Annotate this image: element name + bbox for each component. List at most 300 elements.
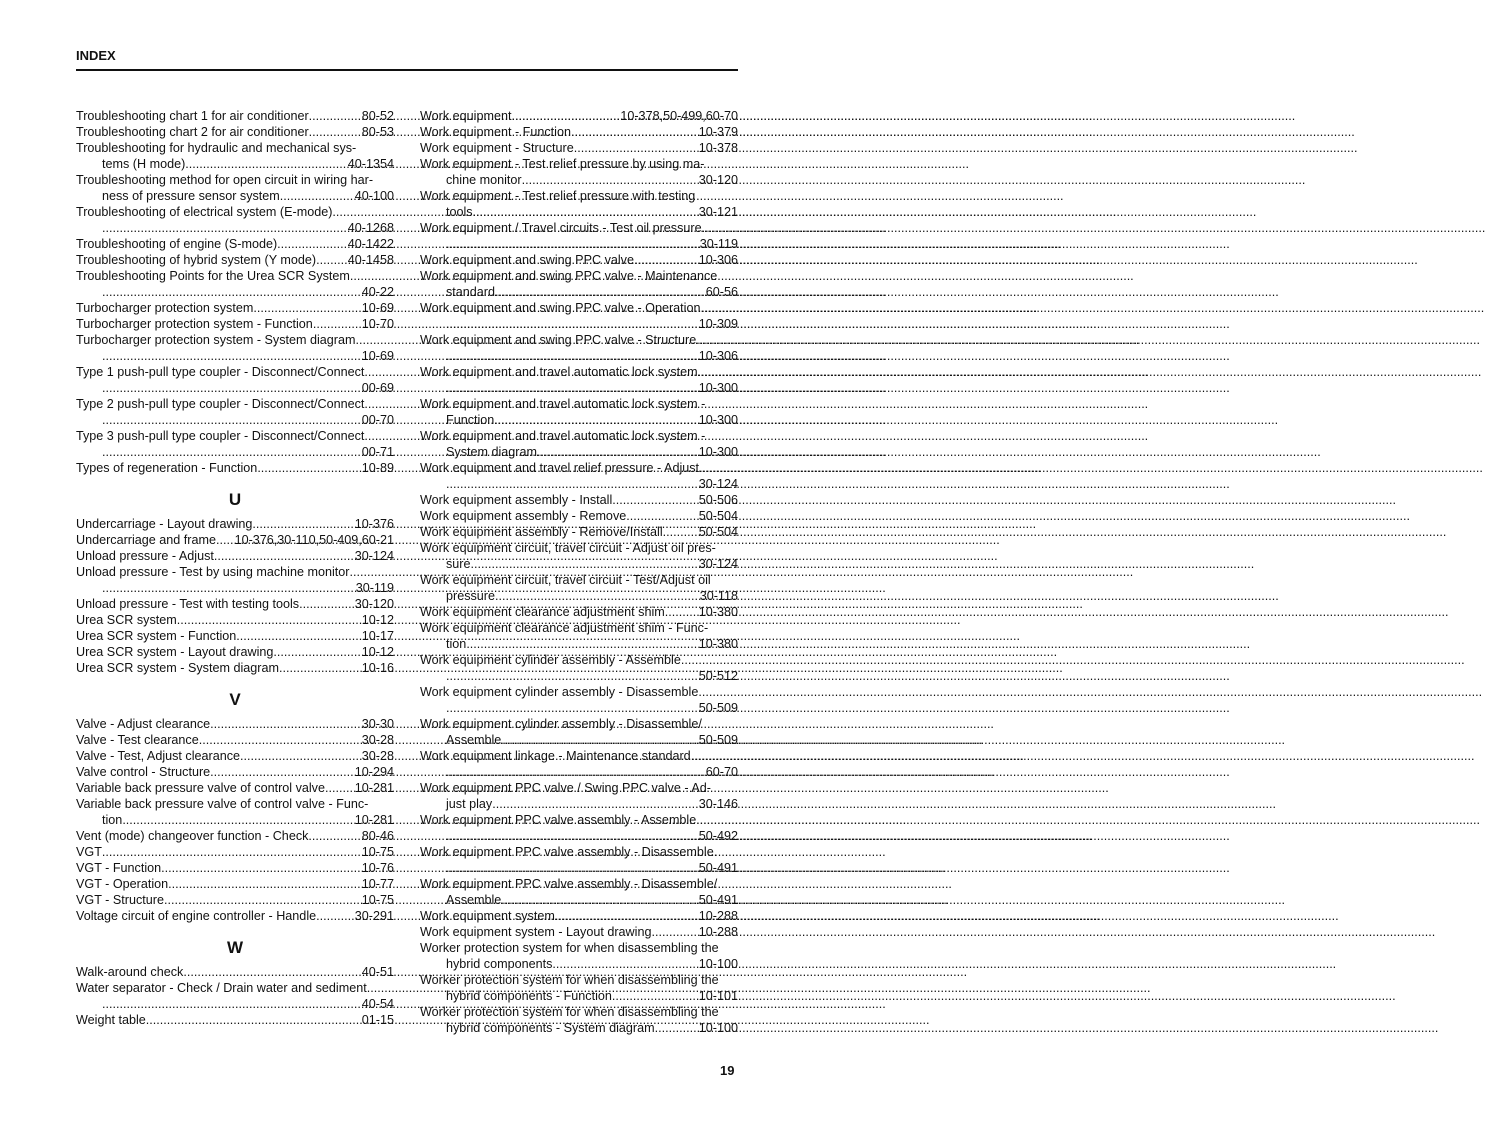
entry-line bbox=[420, 716, 738, 732]
entry-line-continued bbox=[420, 348, 738, 364]
page-ref: 40-1354 bbox=[347, 157, 394, 171]
entry-text: Work equipment and swing PPC valve - Maintenance bbox=[420, 269, 718, 283]
dot-leader bbox=[164, 892, 362, 908]
entry-line bbox=[76, 908, 394, 924]
dot-leader bbox=[308, 828, 361, 844]
entry-text: Troubleshooting Points for the Urea SCR System bbox=[76, 269, 350, 283]
entry-line-continued bbox=[420, 668, 738, 684]
dot-leader bbox=[146, 1012, 362, 1028]
entry-text-continued: Function bbox=[446, 413, 495, 427]
dot-leader bbox=[313, 316, 362, 332]
dot-leader bbox=[316, 908, 355, 924]
dot-leader bbox=[161, 860, 362, 876]
entry-line-continued bbox=[420, 828, 738, 844]
entry-line-continued bbox=[420, 284, 738, 300]
entry-text: Worker protection system for when disassembling the bbox=[420, 941, 719, 955]
index-entry bbox=[76, 716, 394, 732]
entry-line bbox=[420, 876, 738, 892]
page-ref: 10-69 bbox=[361, 301, 394, 315]
page-header-title: INDEX bbox=[76, 48, 116, 63]
page-ref: 01-15 bbox=[361, 1013, 394, 1027]
entry-text: Types of regeneration - Function bbox=[76, 461, 258, 475]
entry-line bbox=[420, 108, 738, 124]
page-ref: 10-309 bbox=[698, 317, 738, 331]
entry-text: Work equipment and swing PPC valve - Structure bbox=[420, 333, 697, 347]
entry-line bbox=[420, 300, 738, 316]
dot-leader bbox=[177, 612, 362, 628]
page-ref: 40-1268 bbox=[347, 221, 394, 235]
entry-line bbox=[76, 204, 394, 220]
entry-text: Work equipment cylinder assembly - Disassemble bbox=[420, 685, 699, 699]
index-entry bbox=[76, 908, 394, 924]
entry-line bbox=[76, 332, 394, 348]
dot-leader bbox=[446, 668, 699, 684]
entry-line bbox=[76, 628, 394, 644]
page-ref: 00-71 bbox=[361, 445, 394, 459]
entry-text-continued: System diagram bbox=[446, 445, 537, 459]
entry-text: Walk-around check bbox=[76, 965, 184, 979]
index-entry bbox=[76, 628, 394, 644]
entry-line-continued bbox=[420, 588, 738, 604]
entry-text: Work equipment clearance adjustment shim bbox=[420, 605, 665, 619]
page-ref: 10-378,50-499,60-70 bbox=[620, 109, 738, 123]
dot-leader bbox=[253, 300, 361, 316]
entry-line-continued bbox=[420, 1020, 738, 1036]
page-ref: 30-119 bbox=[355, 581, 394, 595]
index-entry bbox=[76, 1012, 394, 1028]
entry-line bbox=[76, 892, 394, 908]
dot-leader bbox=[299, 596, 355, 612]
entry-line-continued bbox=[76, 812, 394, 828]
entry-line bbox=[76, 780, 394, 796]
dot-leader bbox=[199, 732, 362, 748]
page-ref: 10-89 bbox=[361, 461, 394, 475]
index-entry bbox=[76, 796, 394, 828]
page-ref: 10-379 bbox=[698, 125, 738, 139]
index-entry bbox=[76, 364, 394, 396]
entry-line bbox=[76, 124, 394, 140]
page-ref: 10-75 bbox=[361, 893, 394, 907]
page-ref: 30-119 bbox=[699, 237, 738, 251]
entry-text-continued: tion bbox=[102, 813, 123, 827]
index-entry bbox=[420, 908, 738, 924]
entry-line bbox=[76, 964, 394, 980]
entry-text: Worker protection system for when disassembling the bbox=[420, 973, 719, 987]
index-entry bbox=[420, 684, 738, 716]
entry-line bbox=[420, 492, 738, 508]
entry-line bbox=[76, 548, 394, 564]
index-entry bbox=[76, 236, 394, 252]
page-ref: 10-12 bbox=[361, 645, 394, 659]
entry-text: Unload pressure - Test with testing tools bbox=[76, 597, 300, 611]
index-entry bbox=[76, 172, 394, 204]
entry-text: Work equipment PPC valve assembly - Disassemble/ bbox=[420, 877, 718, 891]
dot-leader bbox=[350, 268, 394, 284]
dot-leader bbox=[364, 396, 394, 412]
index-entry bbox=[420, 748, 738, 780]
dot-leader bbox=[466, 636, 698, 652]
index-entry bbox=[76, 532, 394, 548]
page-ref: 10-70 bbox=[361, 317, 394, 331]
entry-line bbox=[420, 252, 738, 268]
entry-text: Work equipment bbox=[420, 109, 512, 123]
index-entry bbox=[420, 300, 738, 332]
page-ref: 10-281 bbox=[354, 813, 394, 827]
page-ref: 40-1422 bbox=[347, 237, 394, 251]
entry-text: Work equipment clearance adjustment shim - Func- bbox=[420, 621, 709, 635]
entry-line bbox=[420, 844, 738, 860]
page-ref: 60-56 bbox=[705, 285, 738, 299]
entry-line-continued bbox=[76, 188, 394, 204]
entry-text: Work equipment and travel automatic lock system - bbox=[420, 429, 706, 443]
index-entry bbox=[76, 428, 394, 460]
entry-line bbox=[420, 524, 738, 540]
index-entry bbox=[76, 252, 394, 268]
entry-text: VGT bbox=[76, 845, 102, 859]
entry-text: Troubleshooting method for open circuit in wiring har- bbox=[76, 173, 374, 187]
entry-line-continued bbox=[420, 988, 738, 1004]
page-ref: 50-504 bbox=[698, 525, 738, 539]
entry-line bbox=[76, 716, 394, 732]
dot-leader bbox=[102, 844, 362, 860]
dot-leader bbox=[473, 204, 699, 220]
dot-leader bbox=[102, 580, 356, 596]
index-entry bbox=[420, 188, 738, 220]
entry-text: Troubleshooting of engine (S-mode) bbox=[76, 237, 278, 251]
entry-line-continued bbox=[76, 284, 394, 300]
entry-text: Work equipment assembly - Remove bbox=[420, 509, 627, 523]
dot-leader bbox=[446, 700, 699, 716]
index-entry bbox=[76, 300, 394, 316]
entry-text-continued: ness of pressure sensor system bbox=[102, 189, 280, 203]
page-ref: 10-300 bbox=[698, 413, 738, 427]
dot-leader bbox=[446, 476, 699, 492]
entry-line bbox=[76, 316, 394, 332]
page-ref: 10-306 bbox=[698, 253, 738, 267]
index-entry bbox=[420, 620, 738, 652]
index-entry bbox=[420, 572, 738, 604]
entry-line-continued bbox=[420, 636, 738, 652]
entry-line bbox=[420, 364, 738, 380]
dot-leader bbox=[309, 108, 362, 124]
entry-text: Work equipment assembly - Remove/Install bbox=[420, 525, 663, 539]
entry-line bbox=[420, 812, 738, 828]
dot-leader bbox=[325, 780, 355, 796]
entry-line-continued bbox=[76, 156, 394, 172]
page-ref: 50-506 bbox=[698, 493, 738, 507]
dot-leader bbox=[696, 812, 738, 828]
entry-text: Troubleshooting of hybrid system (Y mode) bbox=[76, 253, 317, 267]
entry-text: Work equipment PPC valve assembly - Assemble bbox=[420, 813, 697, 827]
dot-leader bbox=[332, 204, 394, 220]
page-ref: 30-120 bbox=[698, 173, 738, 187]
entry-line-continued bbox=[420, 796, 738, 812]
entry-line bbox=[76, 860, 394, 876]
entry-text: Work equipment and travel automatic lock system - bbox=[420, 397, 706, 411]
entry-text-continued: standard bbox=[446, 285, 496, 299]
index-entry bbox=[420, 332, 738, 364]
entry-line-continued bbox=[420, 764, 738, 780]
index-column-left bbox=[76, 108, 394, 1028]
dot-leader bbox=[537, 444, 699, 460]
index-entry bbox=[76, 612, 394, 628]
dot-leader bbox=[273, 644, 361, 660]
entry-line bbox=[420, 972, 738, 988]
dot-leader bbox=[446, 764, 706, 780]
entry-line bbox=[76, 532, 394, 548]
entry-line bbox=[420, 508, 738, 524]
index-entry bbox=[420, 124, 738, 140]
dot-leader bbox=[236, 628, 362, 644]
entry-text: Work equipment cylinder assembly - Disassemble/ bbox=[420, 717, 702, 731]
entry-line bbox=[76, 516, 394, 532]
dot-leader bbox=[665, 604, 699, 620]
page-ref: 80-53 bbox=[361, 125, 394, 139]
index-entry bbox=[76, 748, 394, 764]
page-ref: 10-76 bbox=[361, 861, 394, 875]
entry-text: Urea SCR system - System diagram bbox=[76, 661, 279, 675]
entry-text: Troubleshooting chart 2 for air conditioner bbox=[76, 125, 309, 139]
dot-leader bbox=[612, 492, 699, 508]
entry-line bbox=[76, 828, 394, 844]
entry-line bbox=[76, 596, 394, 612]
page-ref: 50-509 bbox=[698, 701, 738, 715]
index-entry bbox=[420, 924, 738, 940]
entry-line-continued bbox=[420, 732, 738, 748]
entry-line bbox=[420, 156, 738, 172]
dot-leader bbox=[446, 236, 700, 252]
entry-text-continued: tems (H mode) bbox=[102, 157, 186, 171]
dot-leader bbox=[364, 364, 394, 380]
entry-text: VGT - Operation bbox=[76, 877, 169, 891]
dot-leader bbox=[446, 828, 699, 844]
entry-text: Work equipment linkage - Maintenance standard bbox=[420, 749, 691, 763]
entry-line bbox=[420, 396, 738, 412]
dot-leader bbox=[634, 252, 699, 268]
index-entry bbox=[420, 364, 738, 396]
entry-line-continued bbox=[76, 996, 394, 1012]
dot-leader bbox=[492, 796, 699, 812]
entry-line bbox=[420, 908, 738, 924]
entry-line bbox=[76, 876, 394, 892]
entry-text: Turbocharger protection system - System diagram bbox=[76, 333, 356, 347]
entry-text-continued: Assemble bbox=[446, 733, 502, 747]
entry-text: Variable back pressure valve of control valve - Func- bbox=[76, 797, 369, 811]
entry-line bbox=[420, 620, 738, 636]
index-entry bbox=[76, 892, 394, 908]
dot-leader bbox=[446, 348, 699, 364]
entry-text: Urea SCR system bbox=[76, 613, 177, 627]
page-ref: 40-22 bbox=[361, 285, 394, 299]
entry-text-continued: chine monitor bbox=[446, 173, 522, 187]
index-entry bbox=[76, 204, 394, 236]
dot-leader bbox=[252, 516, 354, 532]
page-ref: 00-69 bbox=[361, 381, 394, 395]
page-ref: 40-51 bbox=[361, 965, 394, 979]
page-ref: 30-146 bbox=[698, 797, 738, 811]
entry-text: Urea SCR system - Layout drawing bbox=[76, 645, 274, 659]
entry-line bbox=[420, 748, 738, 764]
entry-line bbox=[420, 652, 738, 668]
entry-text-continued: sure bbox=[446, 557, 471, 571]
dot-leader bbox=[216, 532, 235, 548]
entry-line bbox=[76, 396, 394, 412]
page-ref: 30-124 bbox=[698, 477, 738, 491]
page-ref: 30-28 bbox=[361, 749, 394, 763]
entry-text: Turbocharger protection system bbox=[76, 301, 254, 315]
index-entry bbox=[420, 220, 738, 252]
entry-line bbox=[76, 1012, 394, 1028]
entry-text: Type 1 push-pull type coupler - Disconnect/Connect bbox=[76, 365, 365, 379]
entry-line bbox=[420, 220, 738, 236]
index-entry bbox=[420, 492, 738, 508]
page-number: 19 bbox=[720, 1063, 735, 1078]
index-column-right bbox=[420, 108, 738, 1036]
page-ref: 30-124 bbox=[698, 557, 738, 571]
page-ref: 50-512 bbox=[698, 669, 738, 683]
index-entry bbox=[76, 660, 394, 676]
entry-line bbox=[76, 140, 394, 156]
index-entry bbox=[76, 124, 394, 140]
entry-line bbox=[420, 604, 738, 620]
entry-line bbox=[76, 796, 394, 812]
index-entry bbox=[420, 156, 738, 188]
entry-text: Undercarriage - Layout drawing bbox=[76, 517, 253, 531]
entry-text-continued: tion bbox=[446, 637, 467, 651]
dot-leader bbox=[700, 300, 738, 316]
index-entry bbox=[420, 604, 738, 620]
dot-leader bbox=[702, 220, 738, 236]
dot-leader bbox=[309, 124, 362, 140]
entry-line-continued bbox=[420, 236, 738, 252]
dot-leader bbox=[214, 548, 355, 564]
entry-text: Work equipment PPC valve assembly - Disassemble. bbox=[420, 845, 718, 859]
entry-text: Troubleshooting chart 1 for air conditioner bbox=[76, 109, 309, 123]
page-ref: 40-54 bbox=[361, 997, 394, 1011]
dot-leader bbox=[102, 348, 362, 364]
entry-line bbox=[76, 268, 394, 284]
index-entry bbox=[76, 332, 394, 364]
page-ref: 10-288 bbox=[698, 909, 738, 923]
dot-leader bbox=[122, 812, 354, 828]
entry-text-continued: just play bbox=[446, 797, 493, 811]
entry-text: Weight table bbox=[76, 1013, 146, 1027]
dot-leader bbox=[102, 412, 362, 428]
page-ref: 50-491 bbox=[698, 893, 738, 907]
entry-text: VGT - Structure bbox=[76, 893, 164, 907]
entry-text: Work equipment system - Layout drawing bbox=[420, 925, 652, 939]
dot-leader bbox=[364, 428, 394, 444]
index-entry bbox=[76, 460, 394, 476]
index-entry bbox=[420, 108, 738, 124]
dot-leader bbox=[367, 980, 394, 996]
dot-leader bbox=[501, 732, 698, 748]
entry-text: Work equipment - Structure bbox=[420, 141, 574, 155]
dot-leader bbox=[522, 172, 699, 188]
dot-leader bbox=[102, 996, 362, 1012]
page-ref: 10-300 bbox=[698, 445, 738, 459]
dot-leader bbox=[257, 460, 361, 476]
entry-text: Work equipment PPC valve / Swing PPC valve - Ad- bbox=[420, 781, 711, 795]
index-entry bbox=[76, 764, 394, 780]
entry-text: Work equipment and travel automatic lock system bbox=[420, 365, 698, 379]
entry-text: Type 2 push-pull type coupler - Disconnect/Connect bbox=[76, 397, 365, 411]
index-entry bbox=[76, 396, 394, 428]
entry-text: Worker protection system for when disassembling the bbox=[420, 1005, 719, 1019]
entry-line-continued bbox=[76, 348, 394, 364]
entry-line bbox=[76, 172, 394, 188]
entry-line-continued bbox=[420, 172, 738, 188]
page-ref: 10-101 bbox=[698, 989, 738, 1003]
index-entry bbox=[420, 540, 738, 572]
page-ref: 10-376 bbox=[354, 517, 394, 531]
dot-leader bbox=[571, 124, 699, 140]
index-entry bbox=[76, 516, 394, 532]
dot-leader bbox=[210, 716, 362, 732]
page-ref: 10-294 bbox=[354, 765, 394, 779]
entry-line bbox=[76, 748, 394, 764]
index-entry bbox=[76, 964, 394, 980]
entry-text: Urea SCR system - Function bbox=[76, 629, 237, 643]
dot-leader bbox=[446, 380, 699, 396]
entry-text: Work equipment and swing PPC valve - Operation bbox=[420, 301, 701, 315]
page-ref: 30-291 bbox=[354, 909, 394, 923]
entry-line bbox=[76, 644, 394, 660]
dot-leader bbox=[501, 892, 698, 908]
entry-line-continued bbox=[420, 956, 738, 972]
index-entry bbox=[76, 564, 394, 596]
dot-leader bbox=[280, 188, 355, 204]
page-ref: 10-376,30-110,50-409,60-21 bbox=[234, 533, 394, 547]
dot-leader bbox=[651, 924, 698, 940]
section-letter: U bbox=[228, 490, 242, 509]
page-ref: 30-124 bbox=[354, 549, 394, 563]
page-ref: 10-16 bbox=[361, 661, 394, 675]
entry-text: Valve - Adjust clearance bbox=[76, 717, 211, 731]
page-ref: 10-288 bbox=[698, 925, 738, 939]
page-ref: 80-52 bbox=[361, 109, 394, 123]
page-ref: 10-300 bbox=[698, 381, 738, 395]
entry-line bbox=[420, 332, 738, 348]
dot-leader bbox=[574, 140, 699, 156]
entry-text-continued: tools bbox=[446, 205, 473, 219]
entry-line bbox=[420, 1004, 738, 1020]
dot-leader bbox=[494, 412, 698, 428]
entry-line bbox=[420, 572, 738, 588]
entry-text: Work equipment and swing PPC valve bbox=[420, 253, 634, 267]
page-ref: 10-306 bbox=[698, 349, 738, 363]
page-ref: 50-504 bbox=[698, 509, 738, 523]
entry-line bbox=[420, 780, 738, 796]
entry-text: Valve - Test clearance bbox=[76, 733, 199, 747]
dot-leader bbox=[612, 988, 699, 1004]
entry-line bbox=[420, 268, 738, 284]
entry-text-continued: hybrid components - Function bbox=[446, 989, 612, 1003]
entry-line-continued bbox=[76, 580, 394, 596]
index-entry bbox=[420, 460, 738, 492]
dot-leader bbox=[102, 220, 348, 236]
entry-line bbox=[420, 428, 738, 444]
dot-leader bbox=[240, 748, 362, 764]
entry-line-continued bbox=[420, 412, 738, 428]
dot-leader bbox=[356, 332, 395, 348]
index-entry bbox=[420, 780, 738, 812]
entry-text: Water separator - Check / Drain water and sediment bbox=[76, 981, 367, 995]
entry-line-continued bbox=[420, 476, 738, 492]
index-entry bbox=[420, 1004, 738, 1036]
entry-text: Troubleshooting for hydraulic and mechanical sys- bbox=[76, 141, 357, 155]
entry-text: Turbocharger protection system - Function bbox=[76, 317, 313, 331]
